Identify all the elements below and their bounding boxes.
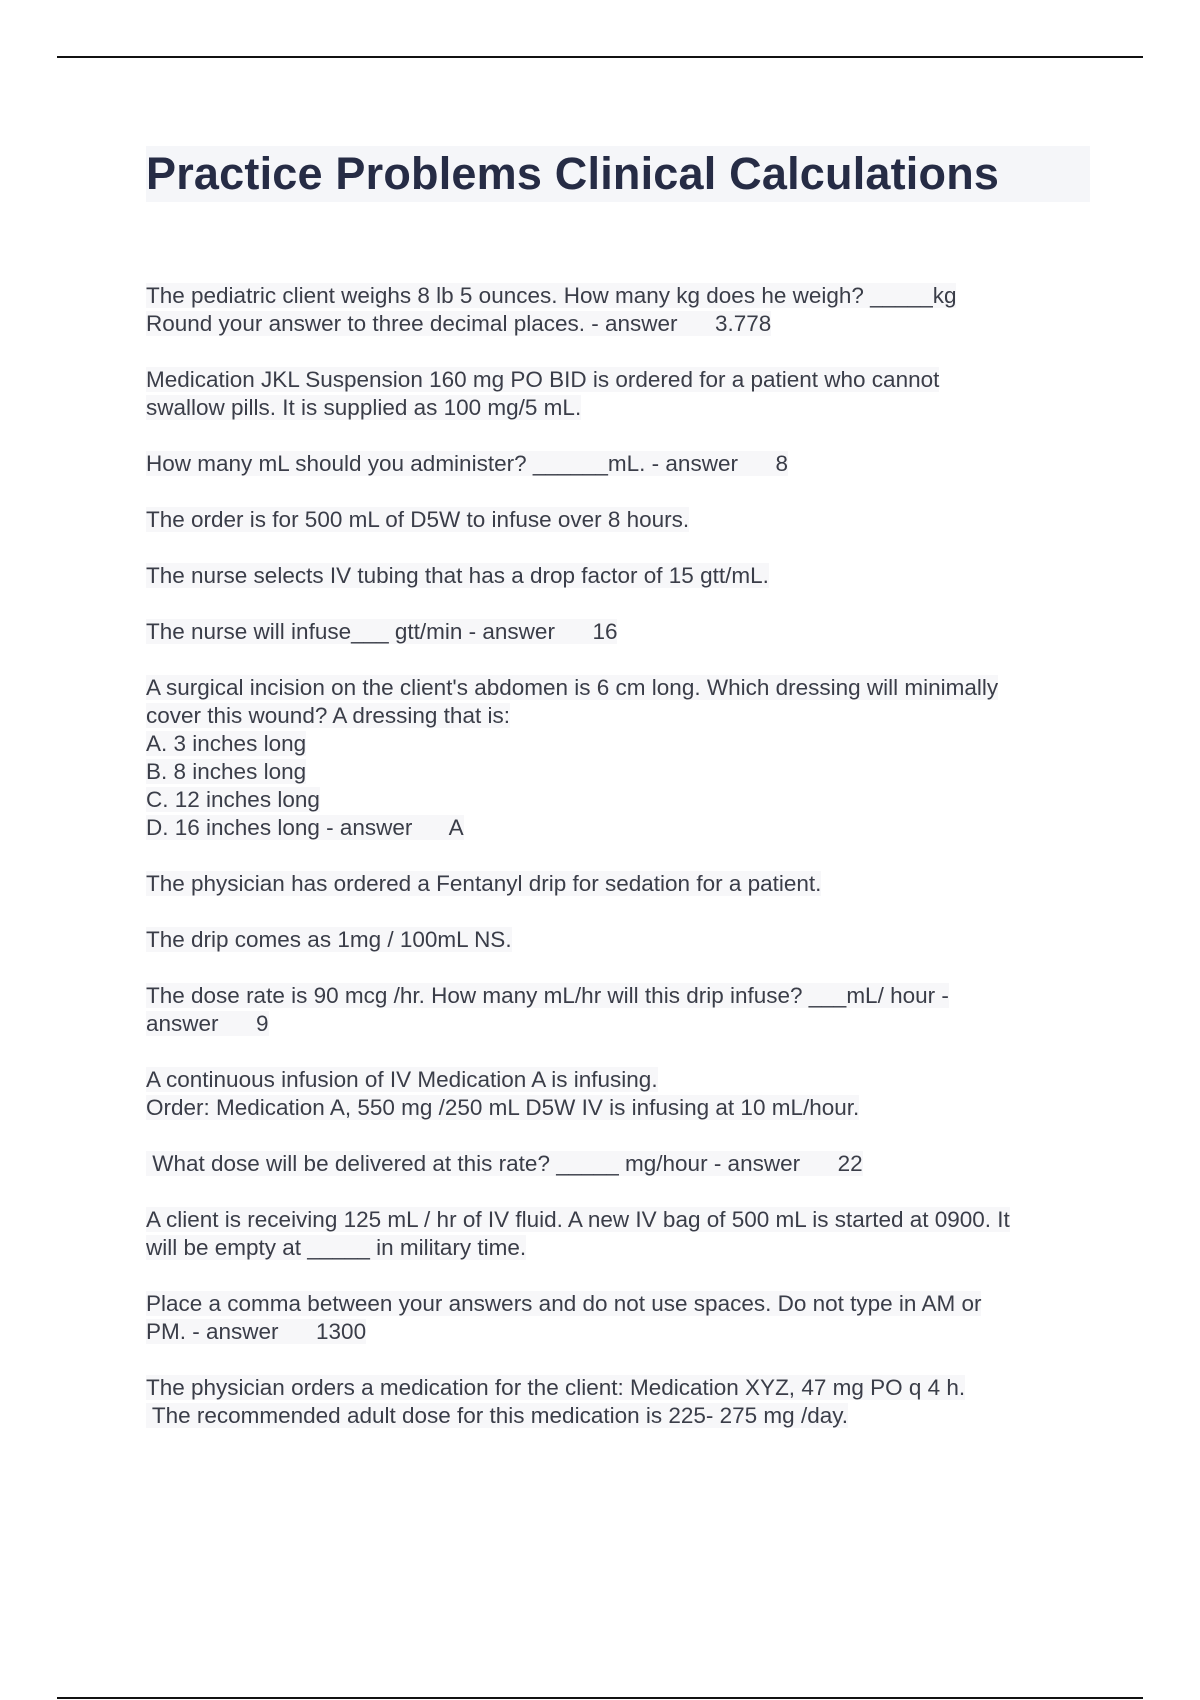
text-line (146, 1010, 1106, 1038)
line-text: The drip comes as 1mg / 100mL NS. (146, 927, 512, 952)
line-text: answer 9 (146, 1011, 269, 1036)
line-text: D. 16 inches long - answer A (146, 815, 464, 840)
line-text: The recommended adult dose for this medication is 225- 275 mg /day. (146, 1403, 849, 1428)
question-paragraph (146, 982, 1106, 1038)
text-line (146, 310, 1106, 338)
text-line (146, 394, 1106, 422)
line-text: The physician has ordered a Fentanyl drip for sedation for a patient. (146, 871, 822, 896)
question-paragraph (146, 926, 1106, 954)
line-text: swallow pills. It is supplied as 100 mg/5 mL. (146, 395, 582, 420)
text-line (146, 674, 1106, 702)
text-line (146, 926, 1106, 954)
line-text: Place a comma between your answers and do not use spaces. Do not type in AM or (146, 1291, 982, 1316)
bottom-rule (57, 1697, 1143, 1699)
text-line (146, 730, 1106, 758)
line-text: A continuous infusion of IV Medication A is infusing. (146, 1067, 658, 1092)
line-text: What dose will be delivered at this rate? _____ mg/hour - answer 22 (146, 1151, 863, 1176)
text-line (146, 366, 1106, 394)
line-text: The physician orders a medication for the client: Medication XYZ, 47 mg PO q 4 h. (146, 1375, 966, 1400)
text-line (146, 506, 1106, 534)
question-paragraph (146, 562, 1106, 590)
page-title: Practice Problems Clinical Calculations (146, 148, 1000, 199)
document-body (146, 282, 1106, 1458)
line-text: A surgical incision on the client's abdomen is 6 cm long. Which dressing will minimally (146, 675, 999, 700)
question-paragraph (146, 1066, 1106, 1122)
line-text: Round your answer to three decimal places. - answer 3.778 (146, 311, 772, 336)
line-text: PM. - answer 1300 (146, 1319, 367, 1344)
line-text: The order is for 500 mL of D5W to infuse over 8 hours. (146, 507, 690, 532)
line-text: The nurse selects IV tubing that has a drop factor of 15 gtt/mL. (146, 563, 769, 588)
line-text: How many mL should you administer? ______mL. - answer 8 (146, 451, 788, 476)
question-paragraph (146, 282, 1106, 338)
question-paragraph (146, 366, 1106, 422)
text-line (146, 1066, 1106, 1094)
text-line (146, 282, 1106, 310)
text-line (146, 1402, 1106, 1430)
text-line (146, 1374, 1106, 1402)
line-text: will be empty at _____ in military time. (146, 1235, 527, 1260)
line-text: The pediatric client weighs 8 lb 5 ounces. How many kg does he weigh? _____kg (146, 283, 957, 308)
text-line (146, 1094, 1106, 1122)
question-paragraph (146, 1290, 1106, 1346)
text-line (146, 870, 1106, 898)
text-line (146, 786, 1106, 814)
question-paragraph (146, 1206, 1106, 1262)
text-line (146, 1318, 1106, 1346)
line-text: The nurse will infuse___ gtt/min - answer 16 (146, 619, 618, 644)
text-line (146, 618, 1106, 646)
line-text: Order: Medication A, 550 mg /250 mL D5W IV is infusing at 10 mL/hour. (146, 1095, 860, 1120)
line-text: A. 3 inches long (146, 731, 307, 756)
text-line (146, 758, 1106, 786)
text-line (146, 982, 1106, 1010)
text-line (146, 1150, 1106, 1178)
question-paragraph (146, 1150, 1106, 1178)
question-paragraph (146, 674, 1106, 842)
question-paragraph (146, 1374, 1106, 1430)
line-text: C. 12 inches long (146, 787, 320, 812)
text-line (146, 450, 1106, 478)
text-line (146, 814, 1106, 842)
text-line (146, 702, 1106, 730)
line-text: A client is receiving 125 mL / hr of IV fluid. A new IV bag of 500 mL is started at 0900. It (146, 1207, 1010, 1232)
text-line (146, 1290, 1106, 1318)
question-paragraph (146, 870, 1106, 898)
question-paragraph (146, 450, 1106, 478)
question-paragraph (146, 506, 1106, 534)
question-paragraph (146, 618, 1106, 646)
line-text: Medication JKL Suspension 160 mg PO BID is ordered for a patient who cannot (146, 367, 940, 392)
line-text: The dose rate is 90 mcg /hr. How many mL/hr will this drip infuse? ___mL/ hour - (146, 983, 949, 1008)
line-text: cover this wound? A dressing that is: (146, 703, 510, 728)
text-line (146, 1234, 1106, 1262)
line-text: B. 8 inches long (146, 759, 307, 784)
text-line (146, 562, 1106, 590)
top-rule (57, 56, 1143, 58)
text-line (146, 1206, 1106, 1234)
